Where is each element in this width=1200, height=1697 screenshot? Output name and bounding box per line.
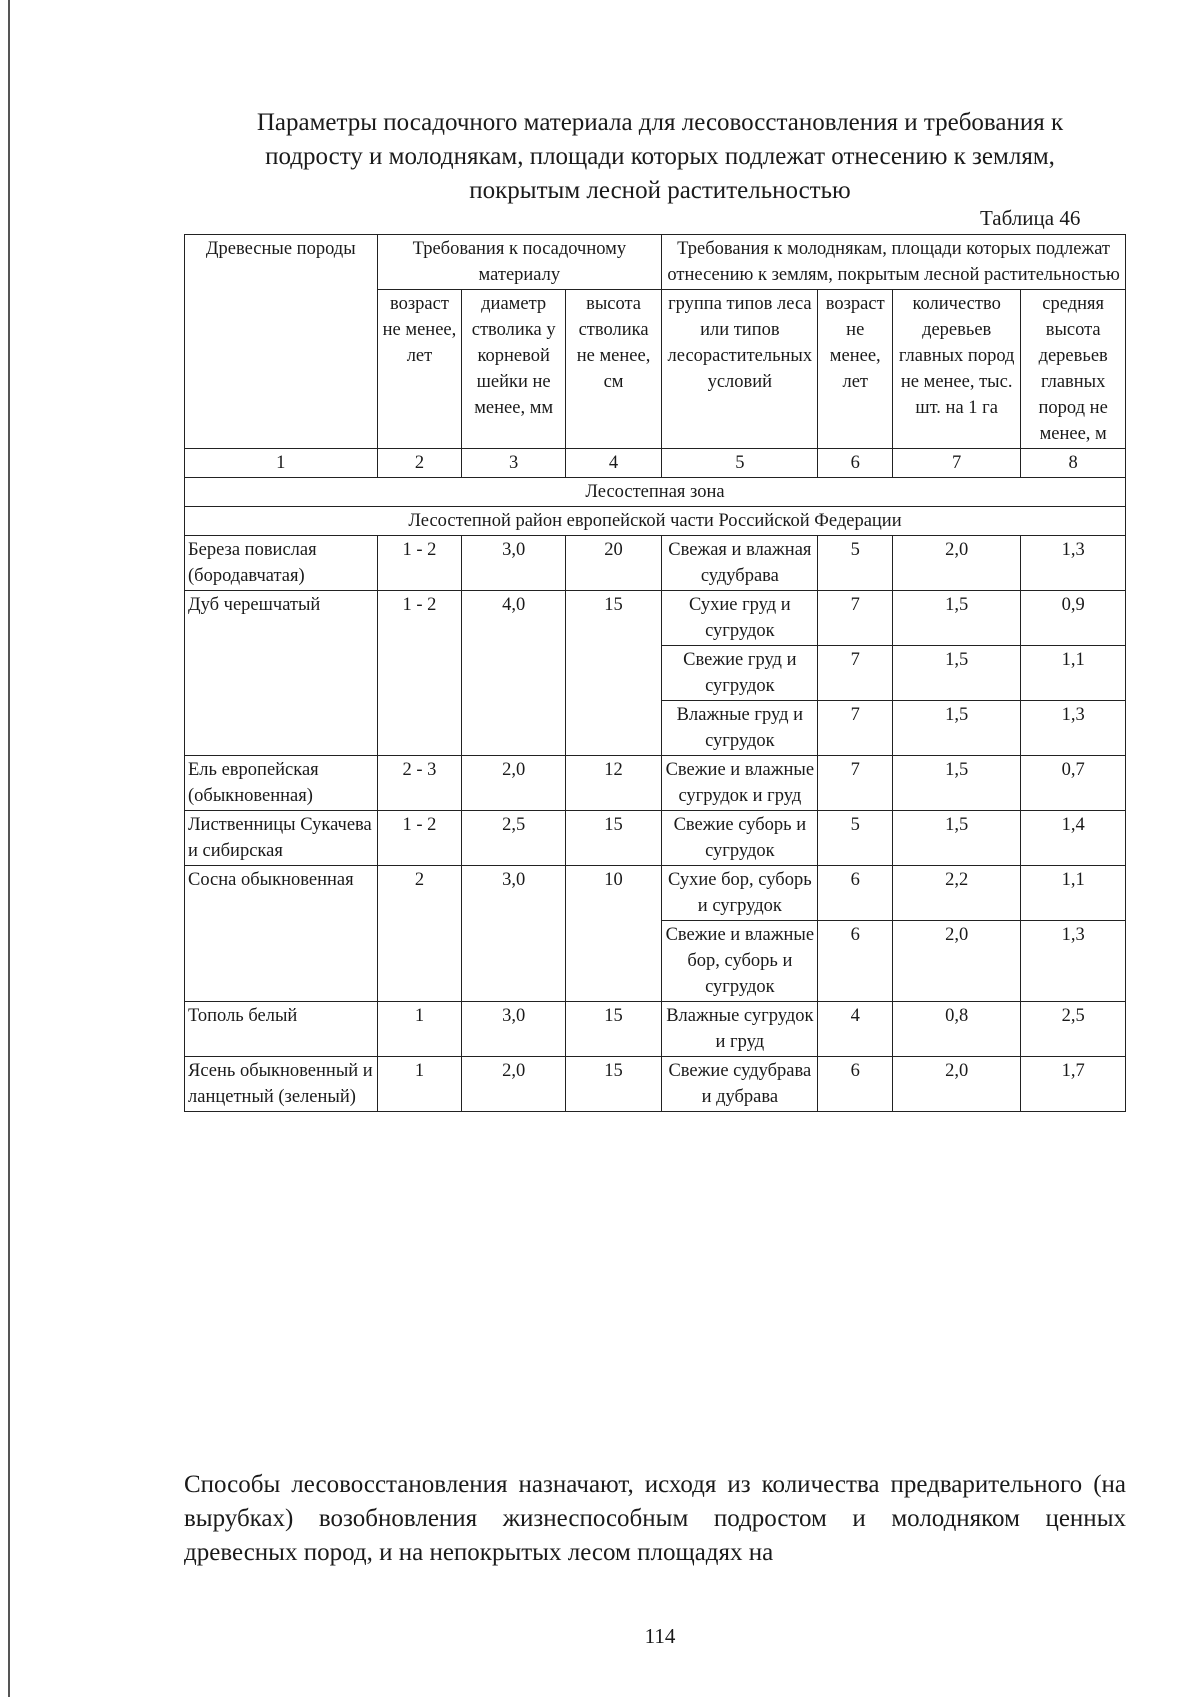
forest-type-cell: Свежие суборь и сугрудок — [662, 811, 818, 866]
young-age-cell: 4 — [818, 1002, 893, 1057]
forest-type-cell: Влажные сугрудок и груд — [662, 1002, 818, 1057]
column-number: 3 — [462, 449, 566, 478]
page-number: 114 — [644, 1624, 676, 1648]
header-young: Требования к молоднякам, площади которых подлежат отнесению к землям, покрытым лесной растительностью — [662, 235, 1126, 290]
diameter-cell: 4,0 — [462, 591, 566, 756]
height-cell: 15 — [565, 591, 661, 756]
forest-type-cell: Свежая и влажная судубрава — [662, 536, 818, 591]
tree-count-cell: 2,0 — [893, 1057, 1021, 1112]
avg-height-cell: 1,1 — [1021, 866, 1126, 921]
subheader-cell: высота стволика не менее, см — [565, 290, 661, 449]
subheader-cell: количество деревьев главных пород не менее, тыс. шт. на 1 га — [893, 290, 1021, 449]
tree-count-cell: 1,5 — [893, 646, 1021, 701]
tree-count-cell: 1,5 — [893, 756, 1021, 811]
avg-height-cell: 1,4 — [1021, 811, 1126, 866]
avg-height-cell: 0,7 — [1021, 756, 1126, 811]
table-row — [185, 536, 1126, 591]
young-age-cell: 7 — [818, 756, 893, 811]
young-age-cell: 7 — [818, 591, 893, 646]
zone-row: Лесостепная зона — [185, 478, 1126, 507]
young-age-cell: 6 — [818, 921, 893, 1002]
header-species: Древесные породы — [185, 235, 378, 449]
avg-height-cell: 1,3 — [1021, 701, 1126, 756]
tree-count-cell: 1,5 — [893, 811, 1021, 866]
planting-age-cell: 1 - 2 — [377, 536, 462, 591]
district-row: Лесостепной район европейской части Российской Федерации — [185, 507, 1126, 536]
diameter-cell: 3,0 — [462, 866, 566, 1002]
table-row — [185, 591, 1126, 646]
young-age-cell: 6 — [818, 866, 893, 921]
header-planting: Требования к посадочному материалу — [377, 235, 662, 290]
tree-count-cell: 0,8 — [893, 1002, 1021, 1057]
forest-type-cell: Свежие и влажные сугрудок и груд — [662, 756, 818, 811]
diameter-cell: 2,0 — [462, 1057, 566, 1112]
column-number: 1 — [185, 449, 378, 478]
subheader-cell: возраст не менее, лет — [818, 290, 893, 449]
height-cell: 15 — [565, 811, 661, 866]
column-number: 7 — [893, 449, 1021, 478]
table-row — [185, 1002, 1126, 1057]
species-cell: Ясень обыкновенный и ланцетный (зеленый) — [185, 1057, 378, 1112]
parameters-table — [184, 234, 1126, 1112]
column-number: 5 — [662, 449, 818, 478]
planting-age-cell: 1 - 2 — [377, 591, 462, 756]
diameter-cell: 2,0 — [462, 756, 566, 811]
table-row — [185, 866, 1126, 921]
height-cell: 15 — [565, 1057, 661, 1112]
forest-type-cell: Сухие бор, суборь и сугрудок — [662, 866, 818, 921]
avg-height-cell: 1,1 — [1021, 646, 1126, 701]
height-cell: 12 — [565, 756, 661, 811]
subheader-cell: группа типов леса или типов лесорастительных условий — [662, 290, 818, 449]
table-row — [185, 756, 1126, 811]
subheader-cell: диаметр стволика у корневой шейки не менее, мм — [462, 290, 566, 449]
forest-type-cell: Свежие груд и сугрудок — [662, 646, 818, 701]
diameter-cell: 2,5 — [462, 811, 566, 866]
title-line: подросту и молоднякам, площади которых подлежат отнесению к землям, — [265, 143, 1055, 170]
title-line: Параметры посадочного материала для лесовосстановления и требования к — [256, 109, 1064, 136]
tree-count-cell: 2,0 — [893, 536, 1021, 591]
tree-count-cell: 2,2 — [893, 866, 1021, 921]
subheader-cell: средняя высота деревьев главных пород не менее, м — [1021, 290, 1126, 449]
species-cell: Береза повислая (бородавчатая) — [185, 536, 378, 591]
species-cell: Тополь белый — [185, 1002, 378, 1057]
height-cell: 15 — [565, 1002, 661, 1057]
young-age-cell: 5 — [818, 536, 893, 591]
avg-height-cell: 0,9 — [1021, 591, 1126, 646]
avg-height-cell: 1,3 — [1021, 536, 1126, 591]
tree-count-cell: 1,5 — [893, 701, 1021, 756]
table-number: Таблица 46 — [980, 206, 1081, 230]
young-age-cell: 7 — [818, 701, 893, 756]
avg-height-cell: 2,5 — [1021, 1002, 1126, 1057]
young-age-cell: 7 — [818, 646, 893, 701]
species-cell: Лиственницы Сукачева и сибирская — [185, 811, 378, 866]
forest-type-cell: Влажные груд и сугрудок — [662, 701, 818, 756]
young-age-cell: 6 — [818, 1057, 893, 1112]
planting-age-cell: 2 — [377, 866, 462, 1002]
species-cell: Сосна обыкновенная — [185, 866, 378, 1002]
planting-age-cell: 1 — [377, 1057, 462, 1112]
planting-age-cell: 1 - 2 — [377, 811, 462, 866]
body-paragraph: Способы лесовосстановления назначают, исходя из количества предварительного (на вырубках) возобновления жизнеспособным подростом и молодняком ценных древесных пород, и на непокрытых лесом площадях на — [184, 1471, 1126, 1566]
species-cell: Дуб черешчатый — [185, 591, 378, 756]
avg-height-cell: 1,3 — [1021, 921, 1126, 1002]
document-title — [180, 106, 1140, 208]
column-numbers-row — [185, 449, 1126, 478]
species-cell: Ель европейская (обыкновенная) — [185, 756, 378, 811]
subheader-cell: возраст не менее, лет — [377, 290, 462, 449]
column-number: 4 — [565, 449, 661, 478]
young-age-cell: 5 — [818, 811, 893, 866]
tree-count-cell: 2,0 — [893, 921, 1021, 1002]
title-line: покрытым лесной растительностью — [469, 177, 851, 204]
diameter-cell: 3,0 — [462, 1002, 566, 1057]
column-number: 6 — [818, 449, 893, 478]
planting-age-cell: 1 — [377, 1002, 462, 1057]
height-cell: 10 — [565, 866, 661, 1002]
avg-height-cell: 1,7 — [1021, 1057, 1126, 1112]
forest-type-cell: Свежие судубрава и дубрава — [662, 1057, 818, 1112]
diameter-cell: 3,0 — [462, 536, 566, 591]
column-number: 2 — [377, 449, 462, 478]
table-row — [185, 1057, 1126, 1112]
column-number: 8 — [1021, 449, 1126, 478]
forest-type-cell: Сухие груд и сугрудок — [662, 591, 818, 646]
height-cell: 20 — [565, 536, 661, 591]
forest-type-cell: Свежие и влажные бор, суборь и сугрудок — [662, 921, 818, 1002]
tree-count-cell: 1,5 — [893, 591, 1021, 646]
table-row — [185, 811, 1126, 866]
binding-line — [8, 0, 10, 1697]
planting-age-cell: 2 - 3 — [377, 756, 462, 811]
